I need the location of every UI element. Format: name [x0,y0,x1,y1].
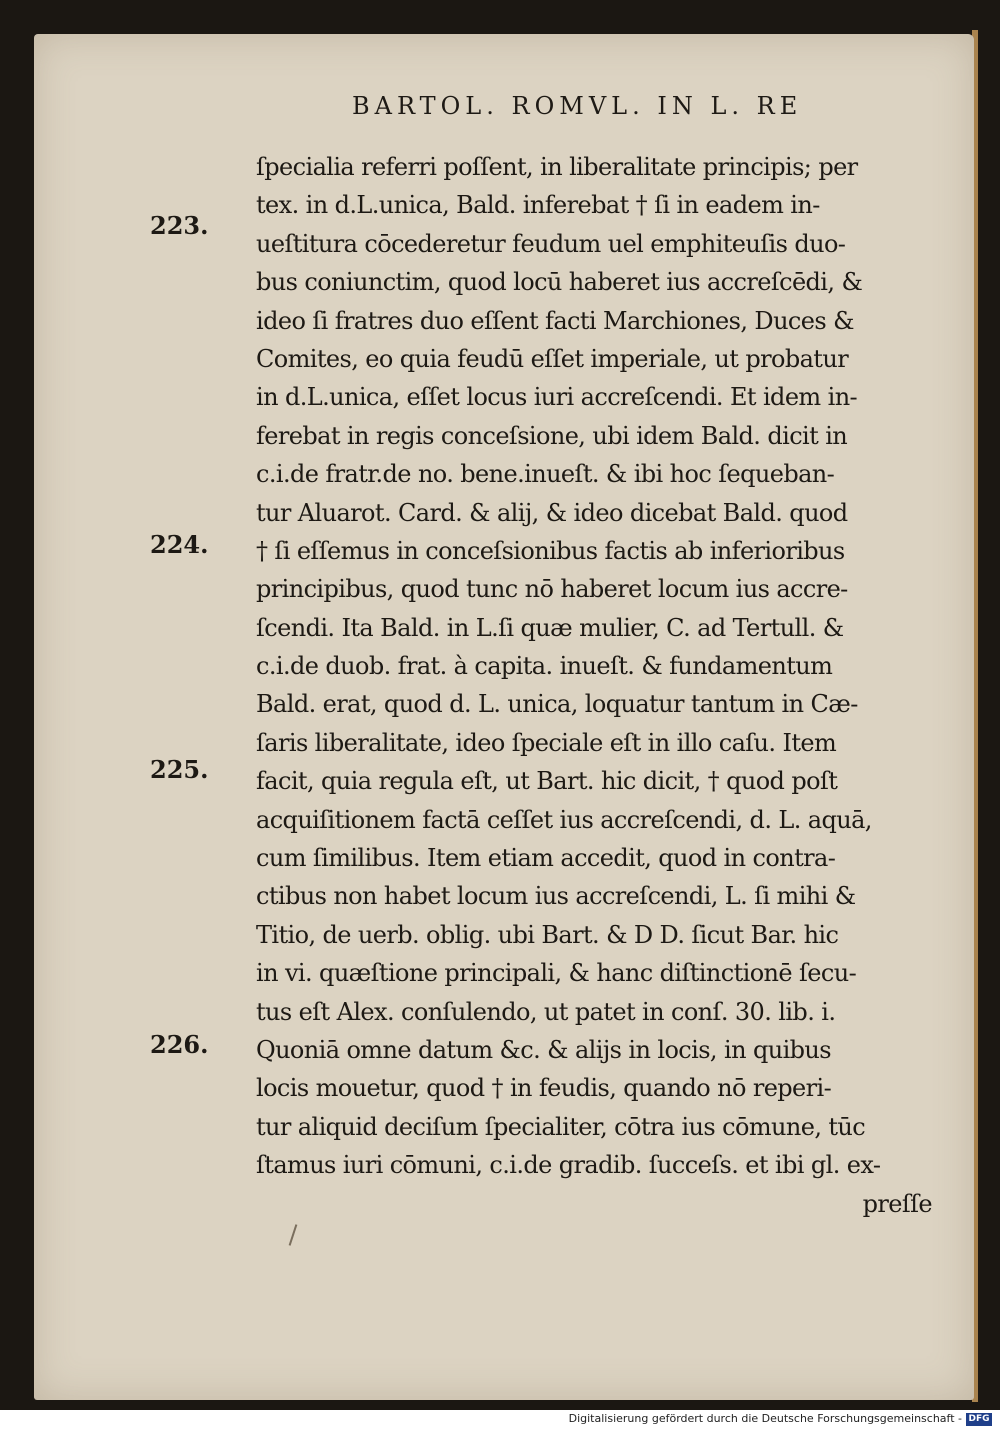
text-line: Comites, eo quia feudū eſſet imperiale, ut probatur [256,344,849,373]
body-text [256,148,936,1223]
catchword: preſſe [862,1189,932,1218]
text-line: ferebat in regis conceſsione, ubi idem Bald. dicit in [256,421,848,450]
text-line: in vi. quæſtione principali, & hanc diſtinctionē ſecu- [256,959,857,988]
margin-number-226: 226. [150,1030,209,1059]
text-line: tur aliquid deciſum ſpecialiter, cōtra ius cōmune, tūc [256,1112,866,1141]
text-line: ſcendi. Ita Bald. in L.ſi quæ mulier, C. ad Tertull. & [256,613,844,642]
text-line: tus eſt Alex. conſulendo, ut patet in conſ. 30. lib. i. [256,997,836,1026]
text-line: acquiſitionem factā ceſſet ius accreſcendi, d. L. aquā, [256,805,872,834]
text-line: Quoniā omne datum &c. & alijs in locis, in quibus [256,1035,831,1064]
text-line: ſpecialia referri poſſent, in liberalitate principis; per [256,153,858,181]
text-line: bus coniunctim, quod locū haberet ius accreſcēdi, & [256,268,863,297]
text-line: cum ſimilibus. Item etiam accedit, quod in contra- [256,844,836,873]
text-line: in d.L.unica, eſſet locus iuri accreſcendi. Et idem in- [256,383,858,412]
margin-number-224: 224. [150,530,209,559]
text-line: tex. in d.L.unica, Bald. inferebat † ſi in eadem in- [256,191,820,220]
text-line: ſtamus iuri cōmuni, c.i.de gradib. ſucceſs. et ibi gl. ex- [256,1151,881,1180]
text-line: facit, quia regula eſt, ut Bart. hic dicit, † quod poſt [256,767,838,796]
text-line: tur Aluarot. Card. & alij, & ideo dicebat Bald. quod [256,498,848,527]
text-line: c.i.de duob. frat. à capita. inueſt. & fundamentum [256,652,833,681]
running-head: BARTOL. ROMVL. IN L. RE [352,92,803,120]
text-line: locis mouetur, quod † in feudis, quando nō reperi- [256,1074,832,1103]
text-line: † ſi eſſemus in conceſsionibus factis ab inferioribus [256,536,845,565]
text-line: Titio, de uerb. oblig. ubi Bart. & D D. ſicut Bar. hic [256,920,839,949]
footer-credit: Digitalisierung gefördert durch die Deutsche Forschungsgemeinschaft - [568,1412,962,1425]
margin-number-223: 223. [150,211,209,240]
text-line: Bald. erat, quod d. L. unica, loquatur tantum in Cæ- [256,690,858,719]
text-line: ideo ſi fratres duo eſſent facti Marchiones, Duces & [256,306,854,335]
text-line: ctibus non habet locum ius accreſcendi, L. ſi mihi & [256,882,856,911]
text-line: c.i.de fratr.de no. bene.inueſt. & ibi hoc ſequeban- [256,460,835,489]
text-line: ueſtitura cōcederetur feudum uel emphiteuſis duo- [256,229,846,258]
margin-number-225: 225. [150,755,209,784]
footer-bar [0,1410,1000,1430]
text-line: ſaris liberalitate, ideo ſpeciale eſt in illo caſu. Item [256,728,837,757]
text-line: principibus, quod tunc nō haberet locum ius accre- [256,575,848,604]
dfg-logo-icon: DFG [966,1413,992,1426]
